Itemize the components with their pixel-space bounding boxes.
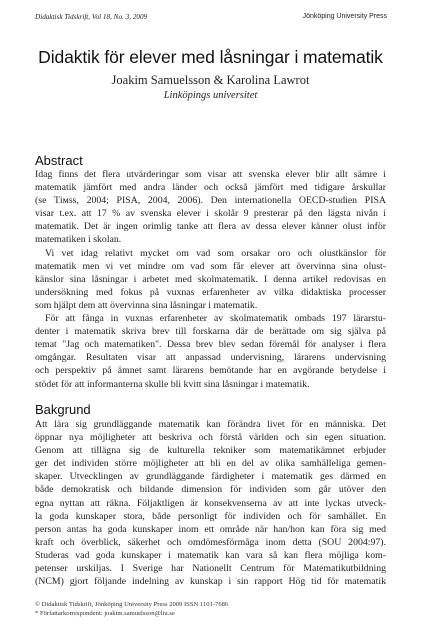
background-line: både demokratisk och bildande dimension för individen som går utöver den	[35, 484, 386, 496]
abstract-line: Idag finns det flera utvärderingar som visar att svenska elever blir allt sämre i	[35, 169, 386, 180]
abstract-line: och perspektiv på ämnet samt lärarens bemötande har en avgörande betydelse i	[35, 365, 386, 377]
abstract-line: som hjälpt dem att övervinna sina låsningar i matematik.	[35, 299, 258, 311]
corresponding-author-email: * Författarkorrespondent: joakim.samuelsson@liu.se	[35, 610, 175, 617]
abstract-line: omgångar. Resultaten visar att anpassad undervisning, lärarens undervisning	[35, 352, 386, 364]
abstract-line: denter i matematik skriva brev till forskarna där de berättade om sig själva på	[35, 326, 386, 338]
background-line: Att lära sig grundläggande matematik kan förändra livet för en människa. Det	[35, 419, 386, 430]
article-title: Didaktik för elever med låsningar i matematik	[38, 47, 383, 67]
abstract-line: För att fånga in vuxnas erfarenheter av skolmatematik ombads 197 lärarstu-	[45, 313, 386, 325]
background-line: la goda kunskaper stora, både personligt för individen och för samhället. En	[35, 510, 386, 522]
abstract-line: matematiken i skolan.	[35, 234, 122, 246]
background-line: ger det individen större möjligheter att bli en del av olika samhälleliga gemen-	[35, 458, 386, 470]
abstract-line: stödet för att informanterna skulle bli kvitt sina låsningar i matematik.	[35, 378, 310, 390]
background-line: egna nyttan att räkna. Följaktligen är konsekvenserna av att inte lyckas utveck-	[35, 497, 386, 509]
abstract-line: matematik. Det är ingen orimlig tanke att flera av dessa elever känner olust inför	[35, 221, 386, 233]
background-line: Studeras vad goda kunskaper i matematik kan vara så kan flera möjliga kom-	[35, 549, 386, 561]
abstract-line: temat "Jag och matematiken". Dessa brev blev sedan föremål för analyser i flera	[35, 339, 386, 351]
abstract-line: visar t.ex. att 17 % av svenska elever i skolår 9 presterar på den lägsta nivån i	[35, 208, 386, 220]
abstract-body	[35, 168, 386, 391]
abstract-heading: Abstract	[35, 153, 83, 168]
background-line: skaper. Utvecklingen av grundläggande färdigheter i matematik ges därmed en	[35, 471, 386, 483]
abstract-line: (se Tімss, 2004; PISA, 2004, 2006). Den internationella OECD-studien PISA	[35, 195, 386, 207]
journal-citation: Didaktisk Tidskrift, Vol 18, No. 3, 2009	[35, 13, 148, 21]
abstract-line: känslor sina låsningar i arbetet med skolmatematik. I denna artikel redovisas en	[35, 273, 386, 285]
background-line: kraft och överblick, säkerhet och omdömesförmåga inom detta (SOU 2004:97).	[35, 536, 386, 548]
abstract-line: undersökning med fokus på vuxnas erfarenheter av vilka didaktiska processer	[35, 286, 386, 298]
background-heading: Bakgrund	[35, 402, 91, 417]
background-line: person antas ha goda kunskaper inom ett område när han/hon kan föra sig med	[35, 523, 386, 535]
abstract-line: matematik men vi vet mindre om vad som får elever att övervinna sina olust-	[35, 260, 386, 272]
background-line: öppnar nya möjligheter att beskriva och förstå världen och sin egen situation.	[35, 432, 386, 444]
footnote	[35, 600, 386, 618]
background-line: Genom att tillägna sig de kulturella tekniker som matematikämnet erbjuder	[35, 445, 386, 457]
copyright-notice: © Didaktisk Tidskrift, Jönköping University Press 2009 ISSN 1101-7686	[35, 601, 229, 608]
background-body	[35, 418, 386, 588]
article-authors: Joakim Samuelsson & Karolina Lawrot	[111, 73, 310, 87]
background-line: petenser urskiljas. I Sverige har Nationellt Centrum för Matematikutbildning	[35, 563, 386, 575]
running-header	[35, 13, 387, 25]
abstract-line: matematik jämfört med andra länder och också jämfört med tidigare årskullar	[35, 182, 386, 194]
background-line: (NCM) gjort följande indelning av kunskap i sin rapport Hög tid för matematik	[35, 576, 386, 588]
publisher-name: Jönköping University Press	[302, 13, 387, 20]
abstract-line: Vi vet idag relativt mycket om vad som orsakar oro och olustkänslor för	[45, 247, 386, 259]
author-affiliation: Linköpings universitet	[163, 90, 258, 101]
